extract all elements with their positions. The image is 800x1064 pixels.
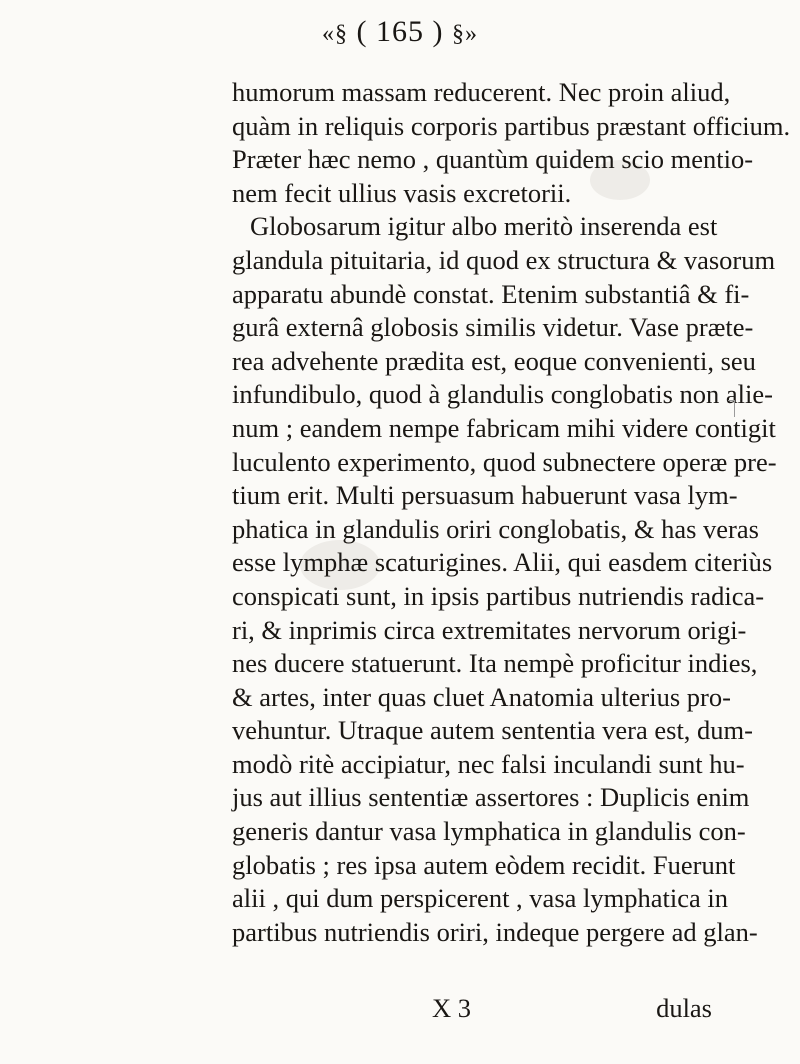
text-line: tium erit. Multi persuasum habuerunt vasa lym- — [232, 480, 738, 511]
text-line: nes ducere statuerunt. Ita nempè proficitur indies, — [232, 648, 758, 679]
text-line: esse lymphæ scaturigines. Alii, qui easdem citeriùs — [232, 547, 773, 578]
text-line: gurâ externâ globosis similis videtur. Vase præte- — [232, 312, 754, 343]
text-line: num ; eandem nempe fabricam mihi videre contigit — [232, 412, 776, 443]
text-line: vehuntur. Utraque autem sententia vera est, dum- — [232, 715, 753, 746]
text-line: modò ritè accipiatur, nec falsi inculandi sunt hu- — [232, 748, 745, 779]
running-head — [0, 12, 800, 54]
text-line: conspicati sunt, in ipsis partibus nutriendis radica- — [232, 580, 765, 611]
body-text — [232, 76, 791, 949]
text-line: glandula pituitaria, id quod ex structura & vasorum — [232, 244, 776, 275]
text-line: ri, & inprimis circa extremitates nervorum origi- — [232, 614, 747, 645]
text-line: luculento experimento, quod subnectere operæ pre- — [232, 446, 777, 477]
text-line: alii , qui dum perspicerent , vasa lymphatica in — [232, 883, 728, 914]
text-line: apparatu abundè constat. Etenim substantiâ & fi- — [232, 278, 750, 309]
text-line: humorum massam reducerent. Nec proin aliud, — [232, 77, 731, 107]
text-line: globatis ; res ipsa autem eòdem recidit. Fuerunt — [232, 849, 736, 880]
text-line: phatica in glandulis oriri conglobatis, & has veras — [232, 513, 759, 544]
text-line: & artes, inter quas cluet Anatomia ulterius pro- — [232, 681, 731, 712]
text-line: nem fecit ullius vasis excretorii. — [232, 177, 572, 208]
head-ornament-right: §» — [451, 21, 478, 47]
page-number: ( 165 ) — [356, 15, 444, 48]
text-line: partibus nutriendis oriri, indeque pergere ad glan- — [232, 916, 758, 947]
signature-mark: X 3 — [432, 993, 472, 1023]
text-line: rea advehente prædita est, eoque convenienti, seu — [232, 345, 756, 376]
head-ornament-left: «§ — [322, 21, 348, 47]
text-line: Præter hæc nemo , quantùm quidem scio mentio- — [232, 144, 754, 175]
text-line: generis dantur vasa lymphatica in glandulis con- — [232, 816, 746, 847]
text-line: quàm in reliquis corporis partibus præstant officium. — [232, 110, 791, 141]
margin-mark — [728, 400, 735, 417]
catchword: dulas — [656, 993, 712, 1023]
text-line: Globosarum igitur albo meritò inserenda est — [250, 211, 718, 242]
text-line: jus aut illius sententiæ assertores : Duplicis enim — [232, 782, 750, 813]
text-line: infundibulo, quod à glandulis conglobatis non alie- — [232, 379, 773, 410]
page-footer — [232, 991, 712, 1025]
